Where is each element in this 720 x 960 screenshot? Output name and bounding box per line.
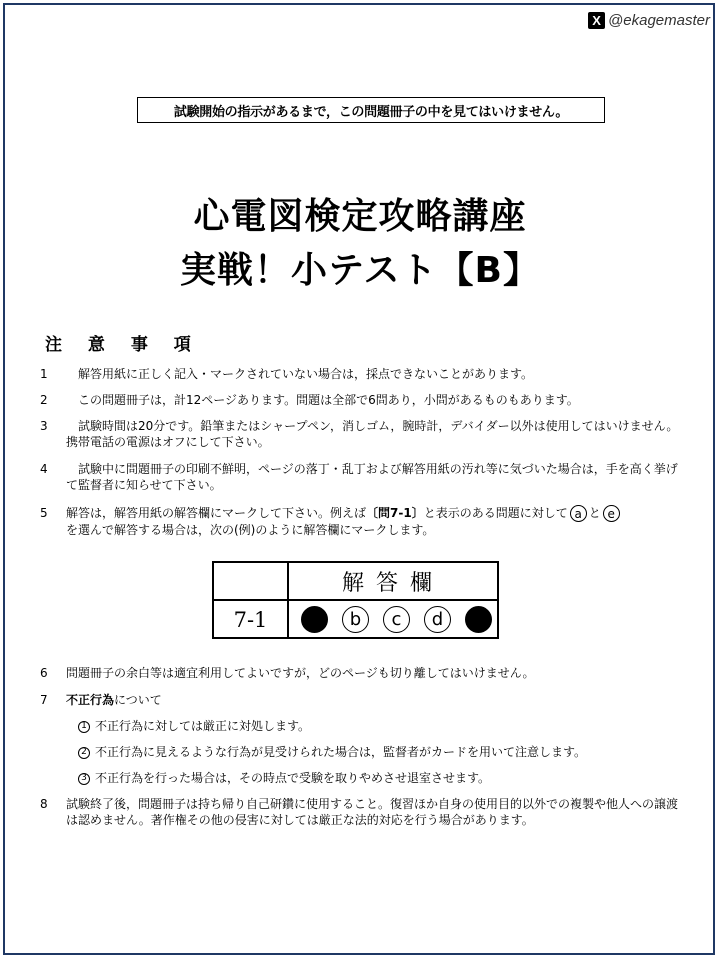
list-item [40, 366, 680, 382]
watermark-handle: @ekagemaster [608, 12, 710, 29]
item-number: 3 [40, 419, 48, 433]
watermark [588, 12, 710, 29]
answer-column-header: 解答欄 [341, 570, 444, 596]
x-logo-icon: X [588, 12, 605, 29]
answer-bubble-c: c [383, 606, 410, 633]
item-text [66, 692, 680, 708]
item-number: 1 [40, 367, 48, 381]
list-item [40, 392, 680, 408]
list-item [40, 796, 680, 828]
list-item [40, 461, 680, 493]
sub-item-marker: 1 [78, 721, 90, 733]
list-item [40, 418, 680, 450]
sub-item-marker: 3 [78, 773, 90, 785]
answer-bubble-b: b [342, 606, 369, 633]
answer-example-table [212, 561, 499, 639]
sub-item-marker: 2 [78, 747, 90, 759]
item-number: 2 [40, 393, 48, 407]
item-text: 試験中に問題冊子の印刷不鮮明，ページの落丁・乱丁および解答用紙の汚れ等に気づいた場合は，手を高く挙げて監督者に知らせて下さい。 [66, 462, 678, 492]
question-number-cell: 7-1 [233, 608, 268, 632]
answer-bubble-d: d [424, 606, 451, 633]
item-text [66, 505, 680, 538]
list-item [40, 665, 680, 681]
item-number: 6 [40, 666, 48, 680]
item-text-c: と [588, 506, 601, 520]
item-suffix-text: について [114, 693, 162, 707]
item-text-b: と表示のある問題に対して [423, 506, 568, 520]
item-text: 試験時間は20分です。鉛筆またはシャープペン，消しゴム，腕時計，デバイダー以外は使用してはいけません。携帯電話の電源はオフにして下さい。 [66, 419, 679, 449]
answer-bubble-a [301, 606, 328, 633]
option-e-circle: e [603, 505, 620, 522]
answer-bubble-e [465, 606, 492, 633]
item-number: 8 [40, 797, 48, 811]
page-subtitle: 実戦！小テスト【B】 [180, 250, 540, 291]
item-number: 5 [40, 506, 48, 520]
item-text: この問題冊子は，計12ページあります。問題は全部で6問あり，小問があるものもあります。 [66, 393, 579, 407]
list-item [40, 692, 680, 708]
item-text-a: 解答は，解答用紙の解答欄にマークして下さい。例えば [66, 506, 367, 520]
page-title: 心電図検定攻略講座 [193, 196, 527, 237]
item-text: 問題冊子の余白等は適宜利用してよいですが，どのページも切り離してはいけません。 [66, 666, 535, 680]
sub-item [78, 744, 586, 760]
sub-item-text: 不正行為に見えるような行為が見受けられた場合は，監督者がカードを用いて注意します。 [95, 745, 587, 759]
sub-item-text: 不正行為を行った場合は，その時点で受験を取りやめさせ退室させます。 [95, 771, 491, 785]
list-item [40, 505, 680, 538]
item-number: 4 [40, 462, 48, 476]
sub-item [78, 770, 490, 786]
section-heading: 注 意 事 項 [45, 335, 201, 355]
sub-item [78, 718, 310, 734]
item-text: 解答用紙に正しく記入・マークされていない場合は，採点できないことがあります。 [66, 367, 534, 381]
item-text-d: を選んで解答する場合は，次の(例)のように解答欄にマークします。 [66, 523, 435, 537]
exam-start-notice: 試験開始の指示があるまで，この問題冊子の中を見てはいけません。 [137, 97, 605, 123]
question-tag: 〔問7-1〕 [366, 506, 424, 520]
option-a-circle: a [570, 505, 587, 522]
item-bold-text: 不正行為 [66, 693, 115, 707]
answer-bubbles [301, 606, 492, 633]
item-text: 試験終了後，問題冊子は持ち帰り自己研鑽に使用すること。復習ほか自身の使用目的以外での複製や他人への譲渡は認めません。著作権その他の侵害に対しては厳正な法的対応を行う場合があります。 [66, 797, 679, 827]
item-number: 7 [40, 693, 48, 707]
sub-item-text: 不正行為に対しては厳正に対処します。 [95, 719, 311, 733]
